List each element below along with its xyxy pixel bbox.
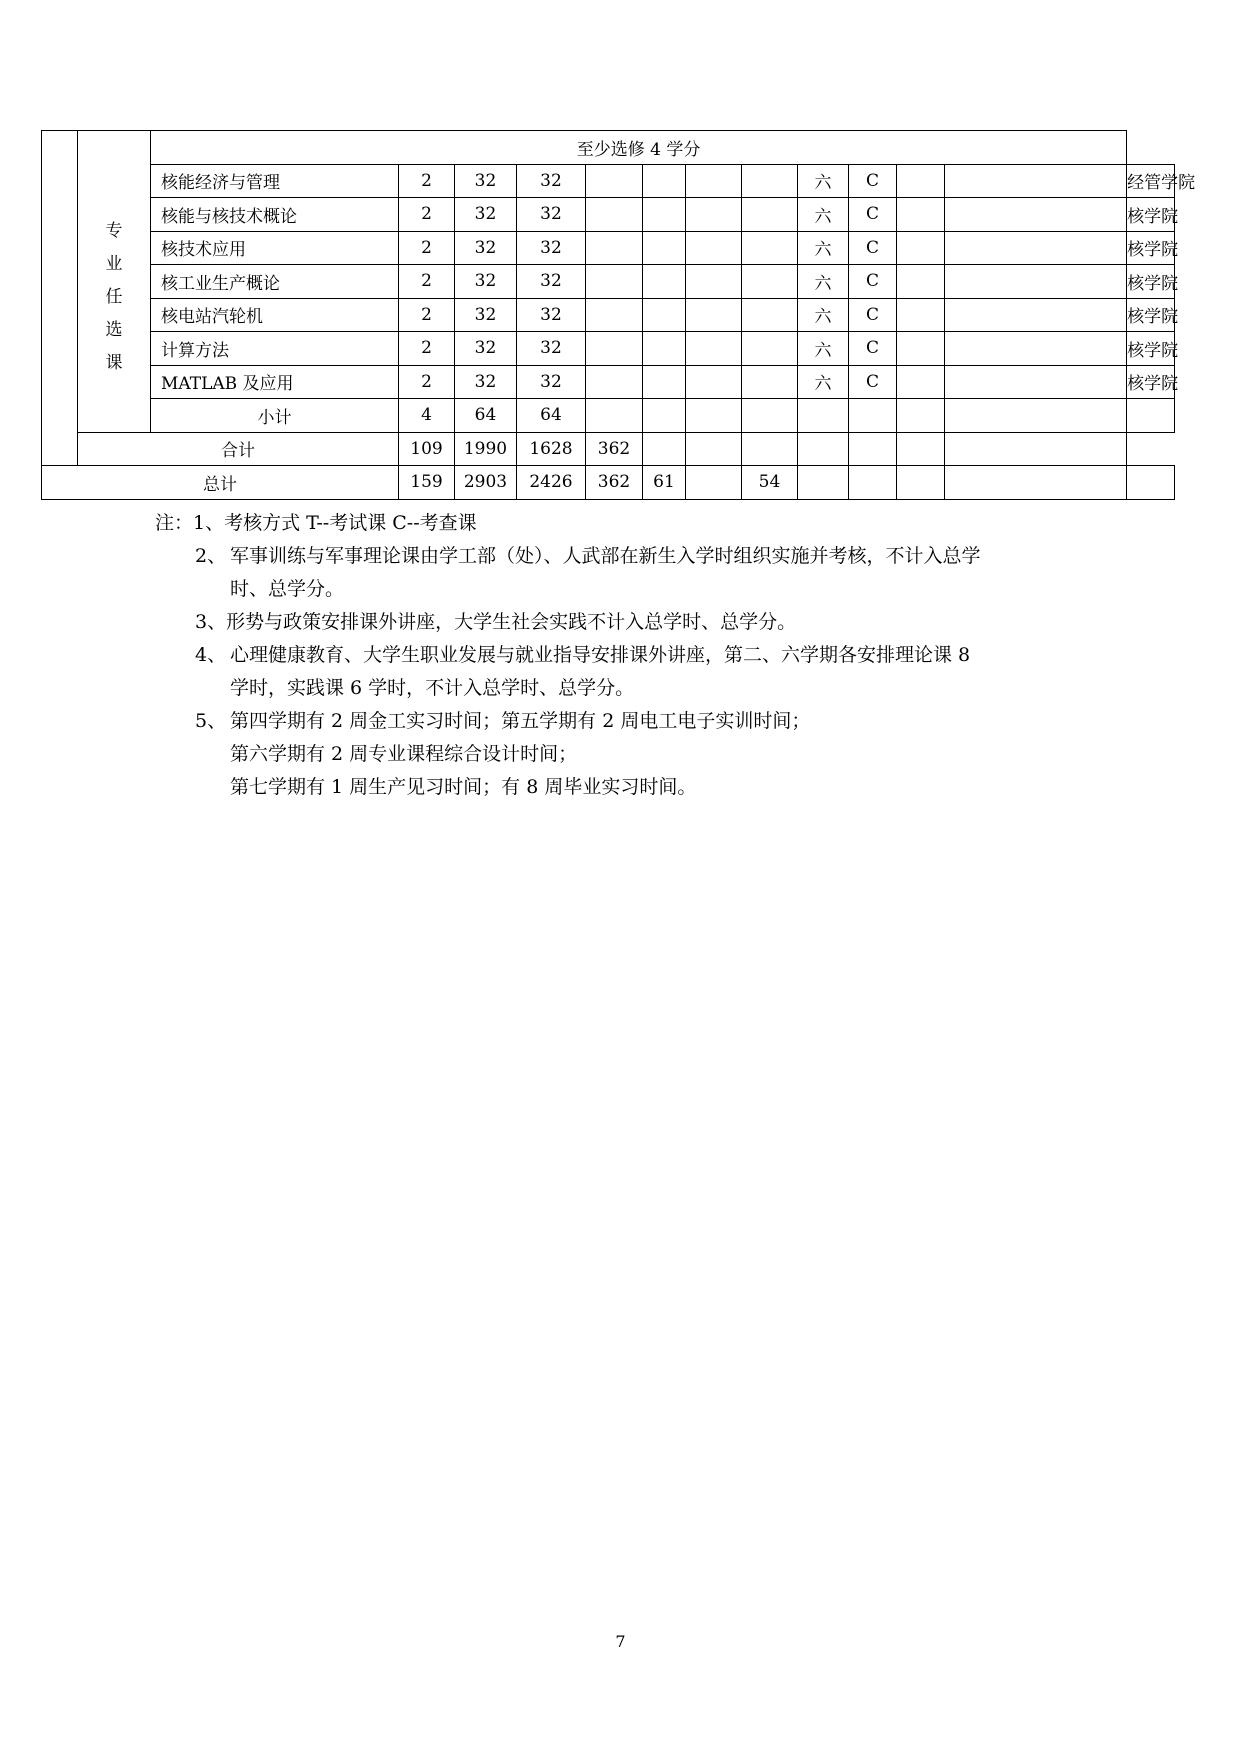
subtotal-row [42, 399, 1175, 433]
note-text: 第六学期有 2 周专业课程综合设计时间； [230, 743, 578, 765]
course-dept: 核学院 [1127, 198, 1175, 232]
elective-note: 至少选修 4 学分 [151, 131, 1127, 165]
note-item-3: 3、形势与政策安排课外讲座，大学生社会实践不计入总学时、总学分。 [195, 611, 797, 633]
note-text: 学时，实践课 6 学时，不计入总学时、总学分。 [230, 677, 635, 699]
note-text: 1、考核方式 T--考试课 C--考查课 [193, 512, 477, 534]
notes [155, 507, 1115, 804]
table-row [42, 332, 1175, 366]
course-credits: 2 [399, 231, 455, 265]
table-row [42, 365, 1175, 399]
note-text: 第七学期有 1 周生产见习时间；有 8 周毕业实习时间。 [230, 776, 697, 798]
course-assessment: C [849, 265, 897, 299]
note-text: 时、总学分。 [230, 578, 345, 600]
note-text: 第四学期有 2 周金工实习时间；第五学期有 2 周电工电子实训时间； [230, 710, 811, 732]
course-semester: 六 [798, 164, 849, 198]
course-credits: 2 [399, 298, 455, 332]
course-name: 核技术应用 [151, 231, 399, 265]
page-number: 7 [615, 1632, 626, 1651]
course-assessment: C [849, 231, 897, 265]
course-lecture: 32 [517, 332, 586, 366]
course-semester: 六 [798, 365, 849, 399]
note-text: 心理健康教育、大学生职业发展与就业指导安排课外讲座，第二、六学期各安排理论课 8 [230, 644, 971, 666]
course-lecture: 32 [517, 265, 586, 299]
course-name: 核电站汽轮机 [151, 298, 399, 332]
subtotal-hours: 64 [455, 399, 517, 433]
note-item-1 [155, 507, 1115, 540]
grand-total-lecture: 2426 [517, 466, 586, 500]
grand-total-practice: 61 [643, 466, 686, 500]
notes-lead: 注： [155, 512, 194, 534]
course-lecture: 32 [517, 365, 586, 399]
note-number: 5、 [195, 710, 227, 732]
note-number: 4、 [195, 644, 227, 666]
elective-note-row [42, 131, 1175, 165]
note-item-2 [155, 540, 1115, 606]
course-hours: 32 [455, 164, 517, 198]
course-semester: 六 [798, 332, 849, 366]
section-label-char: 课 [105, 353, 123, 374]
table-row [42, 265, 1175, 299]
table-row [42, 198, 1175, 232]
grand-total-experiment: 362 [586, 466, 643, 500]
course-lecture: 32 [517, 231, 586, 265]
note-item-5 [155, 705, 1115, 804]
course-assessment: C [849, 198, 897, 232]
total-row [42, 432, 1175, 466]
course-name: 核工业生产概论 [151, 265, 399, 299]
table-row [42, 164, 1175, 198]
section-label-char: 专 [105, 221, 123, 242]
course-hours: 32 [455, 365, 517, 399]
course-dept: 核学院 [1127, 265, 1175, 299]
course-hours: 32 [455, 298, 517, 332]
course-semester: 六 [798, 265, 849, 299]
course-hours: 32 [455, 332, 517, 366]
grand-total-other: 54 [742, 466, 798, 500]
course-dept: 核学院 [1127, 298, 1175, 332]
course-dept: 核学院 [1127, 231, 1175, 265]
course-name: 计算方法 [151, 332, 399, 366]
course-credits: 2 [399, 332, 455, 366]
table-row [42, 298, 1175, 332]
course-lecture: 32 [517, 164, 586, 198]
total-experiment: 362 [586, 432, 643, 466]
total-label: 合计 [78, 432, 399, 466]
course-lecture: 32 [517, 198, 586, 232]
course-table [41, 130, 1196, 500]
course-hours: 32 [455, 198, 517, 232]
grand-total-credits: 159 [399, 466, 455, 500]
subtotal-credits: 4 [399, 399, 455, 433]
course-credits: 2 [399, 198, 455, 232]
total-hours: 1990 [455, 432, 517, 466]
course-semester: 六 [798, 198, 849, 232]
course-assessment: C [849, 298, 897, 332]
course-lecture: 32 [517, 298, 586, 332]
subtotal-lecture: 64 [517, 399, 586, 433]
note-text: 军事训练与军事理论课由学工部（处）、人武部在新生入学时组织实施并考核，不计入总学 [230, 545, 981, 567]
course-name: 核能与核技术概论 [151, 198, 399, 232]
course-assessment: C [849, 164, 897, 198]
course-semester: 六 [798, 231, 849, 265]
note-item-4 [155, 639, 1115, 705]
course-hours: 32 [455, 265, 517, 299]
course-assessment: C [849, 332, 897, 366]
course-assessment: C [849, 365, 897, 399]
subtotal-label: 小计 [151, 399, 399, 433]
section-label-cell [78, 131, 151, 433]
category-cell [42, 131, 78, 466]
course-dept: 经管学院 [1127, 164, 1175, 198]
course-dept: 核学院 [1127, 332, 1175, 366]
total-credits: 109 [399, 432, 455, 466]
course-dept: 核学院 [1127, 365, 1175, 399]
course-semester: 六 [798, 298, 849, 332]
course-credits: 2 [399, 365, 455, 399]
section-label-char: 任 [105, 287, 123, 308]
course-credits: 2 [399, 164, 455, 198]
note-number: 2、 [195, 545, 227, 567]
course-credits: 2 [399, 265, 455, 299]
section-label-char: 业 [105, 254, 123, 275]
grand-total-hours: 2903 [455, 466, 517, 500]
grand-total-label: 总计 [42, 466, 399, 500]
course-name: 核能经济与管理 [151, 164, 399, 198]
table-row [42, 231, 1175, 265]
course-hours: 32 [455, 231, 517, 265]
total-lecture: 1628 [517, 432, 586, 466]
grand-total-row [42, 466, 1175, 500]
section-label-char: 选 [105, 320, 123, 341]
course-name: MATLAB 及应用 [151, 365, 399, 399]
